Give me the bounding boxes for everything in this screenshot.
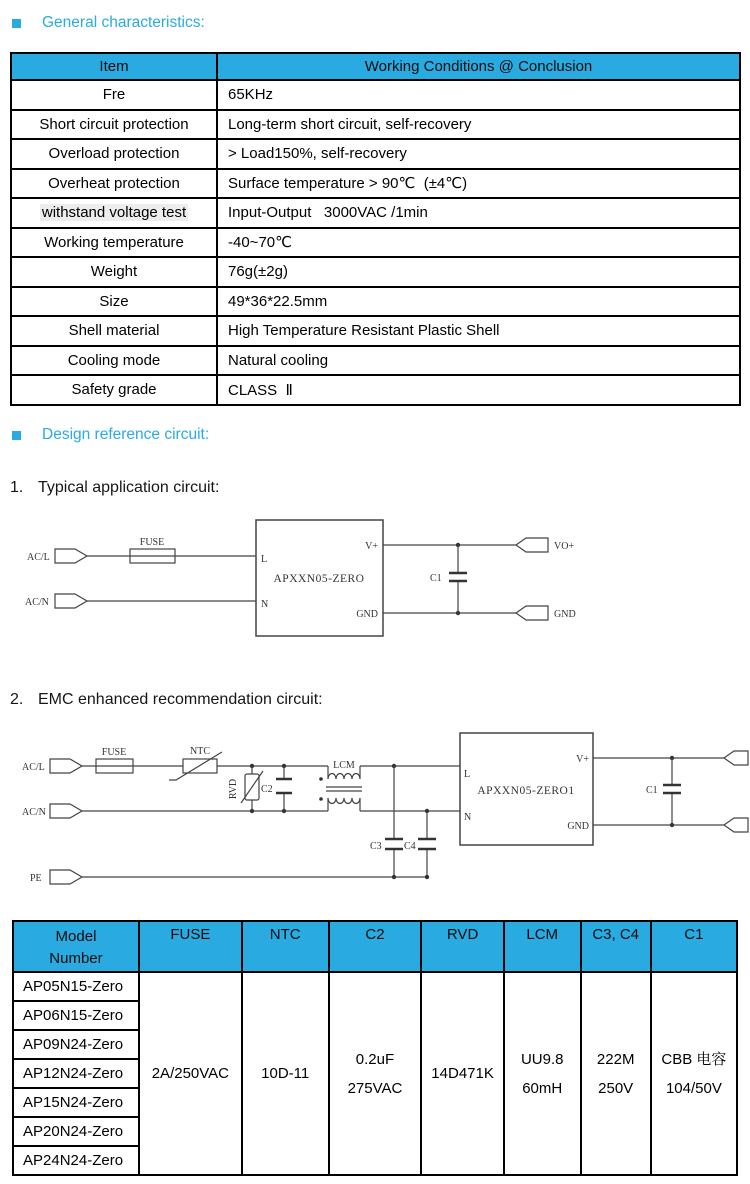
section-title: Design reference circuit: (42, 426, 210, 443)
heading-number: 2. (10, 691, 24, 708)
rvd-label: RVD (228, 778, 239, 800)
col-header-ntc: NTC (242, 921, 329, 972)
pin-l-label: L (464, 769, 471, 780)
lcm-core-lines (326, 787, 362, 791)
model-cell: AP09N24-Zero (13, 1030, 139, 1059)
ac-l-label: AC/L (27, 552, 50, 563)
section-general-characteristics (12, 14, 205, 32)
item-cell: Size (11, 287, 217, 317)
fuse-value-cell (139, 972, 242, 1175)
model-cell: AP24N24-Zero (13, 1146, 139, 1175)
c3c4-value-cell (581, 972, 651, 1175)
value-cell: Input-Output 3000VAC /1min (217, 198, 740, 228)
pin-vplus-label: V+ (576, 754, 589, 765)
rvd-value-cell (421, 972, 504, 1175)
characteristics-table (10, 52, 741, 406)
table-row (11, 169, 740, 199)
value-cell: -40~70℃ (217, 228, 740, 258)
bullet-square-icon (12, 431, 21, 440)
c3-label: C3 (370, 841, 382, 852)
c4-capacitor-symbol (418, 839, 436, 849)
components-table (12, 920, 738, 1176)
col-header-rvd: RVD (421, 921, 504, 972)
model-header-line1: Model (55, 928, 97, 945)
item-cell: Short circuit protection (11, 110, 217, 140)
pin-l-label: L (261, 554, 268, 565)
col-header-c2: C2 (329, 921, 422, 972)
ac-n-label: AC/N (22, 807, 46, 818)
item-cell: Overload protection (11, 139, 217, 169)
col-header-fuse: FUSE (139, 921, 242, 972)
item-cell: Cooling mode (11, 346, 217, 376)
ac-n-terminal-icon (50, 804, 82, 818)
c3-capacitor-symbol (385, 839, 403, 849)
table-row (11, 80, 740, 110)
polarity-dot (319, 777, 323, 781)
ac-l-terminal-icon (50, 759, 82, 773)
lcm-bottom-coil (328, 798, 360, 804)
c2-value-cell (329, 972, 422, 1175)
ac-n-terminal-icon (55, 594, 87, 608)
c3c4-value-line1: 222M (596, 1050, 635, 1068)
ntc-label: NTC (190, 746, 210, 757)
gnd-terminal-icon (516, 606, 548, 620)
value-cell: 76g(±2g) (217, 257, 740, 287)
table-row (11, 287, 740, 317)
c1-label: C1 (430, 573, 442, 584)
table-row (11, 139, 740, 169)
lcm-value-line2: 60mH (522, 1079, 563, 1097)
item-cell: Shell material (11, 316, 217, 346)
item-cell: Fre (11, 80, 217, 110)
table-row (11, 228, 740, 258)
table-header-row (11, 53, 740, 80)
heading-title: EMC enhanced recommendation circuit: (38, 691, 323, 708)
ac-l-terminal-icon (55, 549, 87, 563)
pin-n-label: N (464, 812, 472, 823)
value-cell: Long-term short circuit, self-recovery (217, 110, 740, 140)
lcm-value-cell (504, 972, 581, 1175)
pe-terminal-icon (50, 870, 82, 884)
c1-label: C1 (646, 785, 658, 796)
value-cell: CLASS Ⅱ (217, 375, 740, 405)
ac-n-label: AC/N (25, 597, 49, 608)
value-cell: 49*36*22.5mm (217, 287, 740, 317)
section-design-reference (12, 426, 209, 444)
line-l-wire (82, 766, 460, 779)
heading-emc-circuit (10, 691, 323, 709)
c2-label: C2 (261, 784, 273, 795)
col-header-c3c4: C3, C4 (581, 921, 651, 972)
output-wires (593, 758, 724, 825)
ac-l-label: AC/L (22, 762, 45, 773)
emc-circuit-diagram (0, 728, 750, 910)
polarity-dot (319, 797, 323, 801)
c1-capacitor-symbol (449, 573, 467, 581)
section-title: General characteristics: (42, 14, 205, 31)
heading-number: 1. (10, 479, 24, 496)
rvd-value: 14D471K (431, 1065, 494, 1082)
junction-dot (425, 875, 429, 879)
lcm-label: LCM (333, 760, 355, 771)
value-cell: High Temperature Resistant Plastic Shell (217, 316, 740, 346)
lcm-top-coil (328, 774, 360, 780)
ntc-value: 10D-11 (261, 1065, 310, 1082)
model-cell: AP15N24-Zero (13, 1088, 139, 1117)
table-header-row (13, 921, 737, 972)
heading-typical-circuit (10, 479, 219, 497)
c2-value-line1: 0.2uF (355, 1050, 395, 1068)
c3c4-value-line2: 250V (598, 1079, 634, 1097)
output-terminal-icon (724, 751, 748, 765)
module-name-label: APXXN05-ZERO1 (477, 785, 575, 797)
c2-capacitor-symbol (276, 779, 292, 793)
pin-gnd-label: GND (567, 821, 589, 832)
value-cell: > Load150%, self-recovery (217, 139, 740, 169)
table-row (13, 972, 737, 1001)
item-cell: Weight (11, 257, 217, 287)
col-header-item: Item (11, 53, 217, 80)
pe-label: PE (30, 873, 42, 884)
c1-capacitor-symbol (663, 785, 681, 793)
model-header-line2: Number (49, 950, 103, 967)
table-row (11, 198, 740, 228)
junction-dot (392, 875, 396, 879)
c1-value-line2: 104/50V (665, 1079, 722, 1097)
col-header-model (13, 921, 139, 972)
item-cell: Safety grade (11, 375, 217, 405)
gnd-out-label: GND (554, 609, 576, 620)
c1-value-cell (651, 972, 737, 1175)
table-row (11, 346, 740, 376)
value-cell: Surface temperature > 90℃ (±4℃) (217, 169, 740, 199)
model-cell: AP06N15-Zero (13, 1001, 139, 1030)
highlighted-text: withstand voltage test (41, 204, 187, 222)
fuse-value: 2A/250VAC (151, 1065, 229, 1082)
item-cell: Working temperature (11, 228, 217, 258)
output-terminal-icon (724, 818, 748, 832)
module-name-label: APXXN05-ZERO (273, 573, 365, 585)
typical-application-circuit-diagram (0, 515, 750, 645)
table-row (11, 375, 740, 405)
table-row (11, 257, 740, 287)
c1-value-line1: CBB 电容 (661, 1050, 727, 1068)
col-header-c1: C1 (651, 921, 737, 972)
lcm-value-line1: UU9.8 (520, 1050, 564, 1068)
model-cell: AP12N24-Zero (13, 1059, 139, 1088)
pin-n-label: N (261, 599, 269, 610)
col-header-lcm: LCM (504, 921, 581, 972)
model-cell: AP05N15-Zero (13, 972, 139, 1001)
c2-value-line2: 275VAC (347, 1079, 403, 1097)
value-cell: 65KHz (217, 80, 740, 110)
item-cell: Overheat protection (11, 169, 217, 199)
c4-label: C4 (404, 841, 416, 852)
table-row (11, 316, 740, 346)
col-header-conditions: Working Conditions @ Conclusion (217, 53, 740, 80)
item-cell (11, 198, 217, 228)
fuse-label: FUSE (101, 747, 127, 758)
line-n-wire (82, 798, 460, 811)
fuse-label: FUSE (139, 537, 165, 548)
pin-vplus-label: V+ (365, 541, 378, 552)
vo-plus-terminal-icon (516, 538, 548, 552)
vo-plus-label: VO+ (554, 541, 575, 552)
pin-gnd-label: GND (356, 609, 378, 620)
ntc-value-cell (242, 972, 329, 1175)
value-cell: Natural cooling (217, 346, 740, 376)
table-row (11, 110, 740, 140)
heading-title: Typical application circuit: (38, 479, 220, 496)
model-cell: AP20N24-Zero (13, 1117, 139, 1146)
bullet-square-icon (12, 19, 21, 28)
